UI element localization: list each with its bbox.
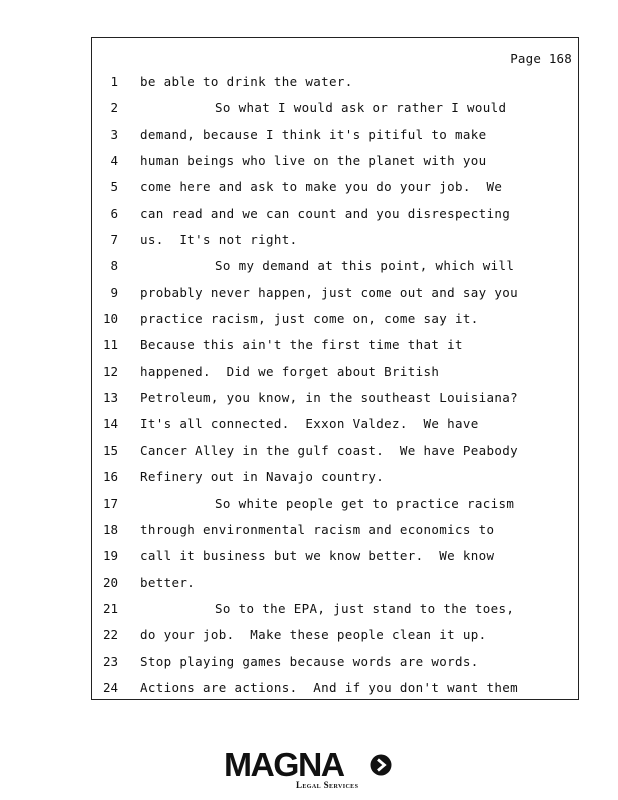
line-text: Stop playing games because words are words. xyxy=(140,653,479,669)
line-number: 5 xyxy=(110,179,118,195)
line-number: 10 xyxy=(102,311,118,327)
line-text: practice racism, just come on, come say it. xyxy=(140,311,479,327)
line-number: 24 xyxy=(102,679,118,695)
line-number: 8 xyxy=(110,258,118,274)
line-number: 22 xyxy=(102,627,118,643)
logo-subtitle: Legal Services xyxy=(296,780,359,790)
line-text: Refinery out in Navajo country. xyxy=(140,469,385,485)
line-text: So to the EPA, just stand to the toes, xyxy=(215,600,515,616)
line-number: 17 xyxy=(102,495,118,511)
logo-wordmark: MAGNA xyxy=(224,746,344,783)
line-text: It's all connected. Exxon Valdez. We have xyxy=(140,416,479,432)
transcript-line xyxy=(92,283,578,309)
line-number: 21 xyxy=(102,600,118,616)
transcript-line xyxy=(92,177,578,203)
page-number: Page 168 xyxy=(510,51,572,66)
transcript-line xyxy=(92,678,578,704)
line-number: 12 xyxy=(102,363,118,379)
transcript-line xyxy=(92,151,578,177)
line-number: 13 xyxy=(102,390,118,406)
line-number: 6 xyxy=(110,205,118,221)
magna-logo xyxy=(224,748,396,792)
line-number: 4 xyxy=(110,153,118,169)
chevron-right-circle-icon xyxy=(370,754,392,776)
line-number: 20 xyxy=(102,574,118,590)
line-text: happened. Did we forget about British xyxy=(140,363,440,379)
transcript-line xyxy=(92,204,578,230)
line-text: us. It's not right. xyxy=(140,232,298,248)
transcript-line xyxy=(92,494,578,520)
line-number: 16 xyxy=(102,469,118,485)
line-text: do your job. Make these people clean it up. xyxy=(140,627,487,643)
line-text: demand, because I think it's pitiful to make xyxy=(140,126,487,142)
transcript-line xyxy=(92,125,578,151)
line-text: can read and we can count and you disrespecting xyxy=(140,205,511,221)
transcript-line xyxy=(92,230,578,256)
line-text: So my demand at this point, which will xyxy=(215,258,515,274)
line-text: So what I would ask or rather I would xyxy=(215,100,507,116)
line-number: 11 xyxy=(102,337,118,353)
transcript-line xyxy=(92,599,578,625)
transcript-line xyxy=(92,546,578,572)
transcript-line xyxy=(92,309,578,335)
line-text: Petroleum, you know, in the southeast Louisiana? xyxy=(140,390,519,406)
transcript-line xyxy=(92,362,578,388)
line-text: call it business but we know better. We know xyxy=(140,548,495,564)
line-text: Cancer Alley in the gulf coast. We have Peabody xyxy=(140,442,519,458)
transcript-line xyxy=(92,256,578,282)
transcript-line xyxy=(92,467,578,493)
transcript-line xyxy=(92,573,578,599)
line-text: through environmental racism and economics to xyxy=(140,521,495,537)
line-text: human beings who live on the planet with you xyxy=(140,153,487,169)
line-text: be able to drink the water. xyxy=(140,74,353,89)
line-number: 23 xyxy=(102,653,118,669)
line-text: better. xyxy=(140,574,196,590)
line-number: 18 xyxy=(102,521,118,537)
transcript-line xyxy=(92,520,578,546)
transcript-lines xyxy=(92,72,578,704)
transcript-line xyxy=(92,441,578,467)
line-number: 14 xyxy=(102,416,118,432)
transcript-line xyxy=(92,625,578,651)
line-number: 7 xyxy=(110,232,118,248)
transcript-line xyxy=(92,414,578,440)
transcript-line xyxy=(92,335,578,361)
transcript-line xyxy=(92,72,578,98)
line-number: 15 xyxy=(102,442,118,458)
transcript-page xyxy=(91,37,579,700)
transcript-line xyxy=(92,98,578,124)
line-text: So white people get to practice racism xyxy=(215,495,515,511)
line-number: 2 xyxy=(110,100,118,116)
line-number: 1 xyxy=(110,74,118,89)
line-text: probably never happen, just come out and say you xyxy=(140,284,519,300)
line-text: Because this ain't the first time that it xyxy=(140,337,463,353)
line-number: 19 xyxy=(102,548,118,564)
line-number: 3 xyxy=(110,126,118,142)
transcript-line xyxy=(92,388,578,414)
line-number: 9 xyxy=(110,284,118,300)
line-text: Actions are actions. And if you don't want them xyxy=(140,679,519,695)
transcript-line xyxy=(92,652,578,678)
line-text: come here and ask to make you do your job. We xyxy=(140,179,503,195)
